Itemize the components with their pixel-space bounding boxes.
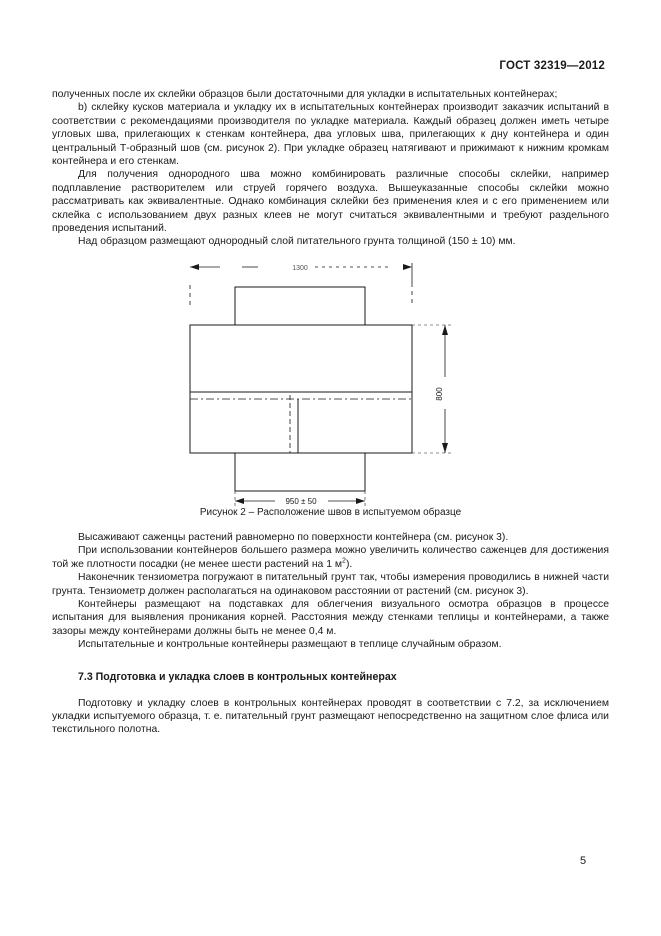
dimension-right-label: 800 — [435, 387, 444, 401]
page-content — [52, 88, 609, 737]
paragraph-stands: Контейнеры размещают на подставках для облегчения визуального осмотра образцов в процессе испытания для выявления проникания корней. Расстояния между стенками теплицы и контейнерами, а также зазоры между контейнерами должны быть не менее 0,4 м. — [52, 598, 609, 637]
dimension-top-label: 1300 — [292, 264, 308, 272]
paragraph-large-containers-text-1: При использовании контейнеров большего размера можно увеличить количество саженцев для достижения той же плотности посадки (не менее шести растений на 1 м — [52, 545, 609, 570]
figure-2-drawing — [180, 257, 480, 507]
paragraph-b: b) склейку кусков материала и укладку их в испытательных контейнерах производит заказчик испытаний в соответствии с рекомендациями производителя по укладке материала. Каждый образец должен иметь четыре угловых шва, прилегающих к стенкам контейнера, два угловых шва, прилегающих к дну контейнера и один центральный Т-образный шов (см. рисунок 2). При укладке образец натягивают и прижимают к нижним кромкам контейнера и его стенкам. — [52, 102, 609, 168]
paragraph-large-containers — [52, 544, 609, 571]
spacer-after-heading — [52, 684, 609, 697]
paragraph-soil-layer: Над образцом размещают однородный слой питательного грунта толщиной (150 ± 10) мм. — [78, 236, 516, 248]
paragraph-large-containers-text-2: ). — [345, 558, 353, 570]
page-header-standard-number: ГОСТ 32319—2012 — [499, 60, 605, 72]
figure-2-caption: Рисунок 2 – Расположение швов в испытуемом образце — [199, 506, 462, 518]
dimension-bottom-label: 950 ± 50 — [285, 496, 317, 506]
paragraph-seedlings: Высаживают саженцы растений равномерно по поверхности контейнера (см. рисунок 3). — [78, 531, 509, 543]
paragraph-7-3-body: Подготовку и укладку слоев в контрольных контейнерах проводят в соответствии с 7.2, за исключением укладки испытуемого образца, т. е. питательный грунт размещают непосредственно на защитном слое флиса или текстильного полотна. — [52, 697, 609, 736]
spacer-before-heading — [52, 652, 609, 670]
paragraph-uniform-seam: Для получения однородного шва можно комбинировать различные способы склейки, например подплавление растворителем или струей горячего воздуха. Вышеуказанные способы склейки можно рассматривать как эквивалентные. Однако комбинация склейки без применения клея и с его применением или склейка с использованием двух разных клеев не могут считаться эквивалентными и требуют раздельного проведения испытаний. — [52, 169, 609, 235]
page-number: 5 — [580, 855, 587, 867]
figure-2 — [52, 249, 609, 531]
paragraph-tensiometer: Наконечник тензиометра погружают в питательный грунт так, чтобы измерения проводились в нижней части грунта. Тензиометр должен располагаться на одинаковом расстоянии от растений (см. рисунок 3). — [52, 572, 609, 597]
square-meter-exponent: 2 — [342, 557, 346, 565]
paragraph-a-continuation: полученных после их склейки образцов были достаточными для укладки в испытательных контейнерах; — [52, 89, 558, 100]
section-heading-7-3: 7.3 Подготовка и укладка слоев в контрольных контейнерах — [78, 670, 397, 683]
paragraph-random-placement: Испытательные и контрольные контейнеры размещают в теплице случайным образом. — [78, 639, 502, 651]
